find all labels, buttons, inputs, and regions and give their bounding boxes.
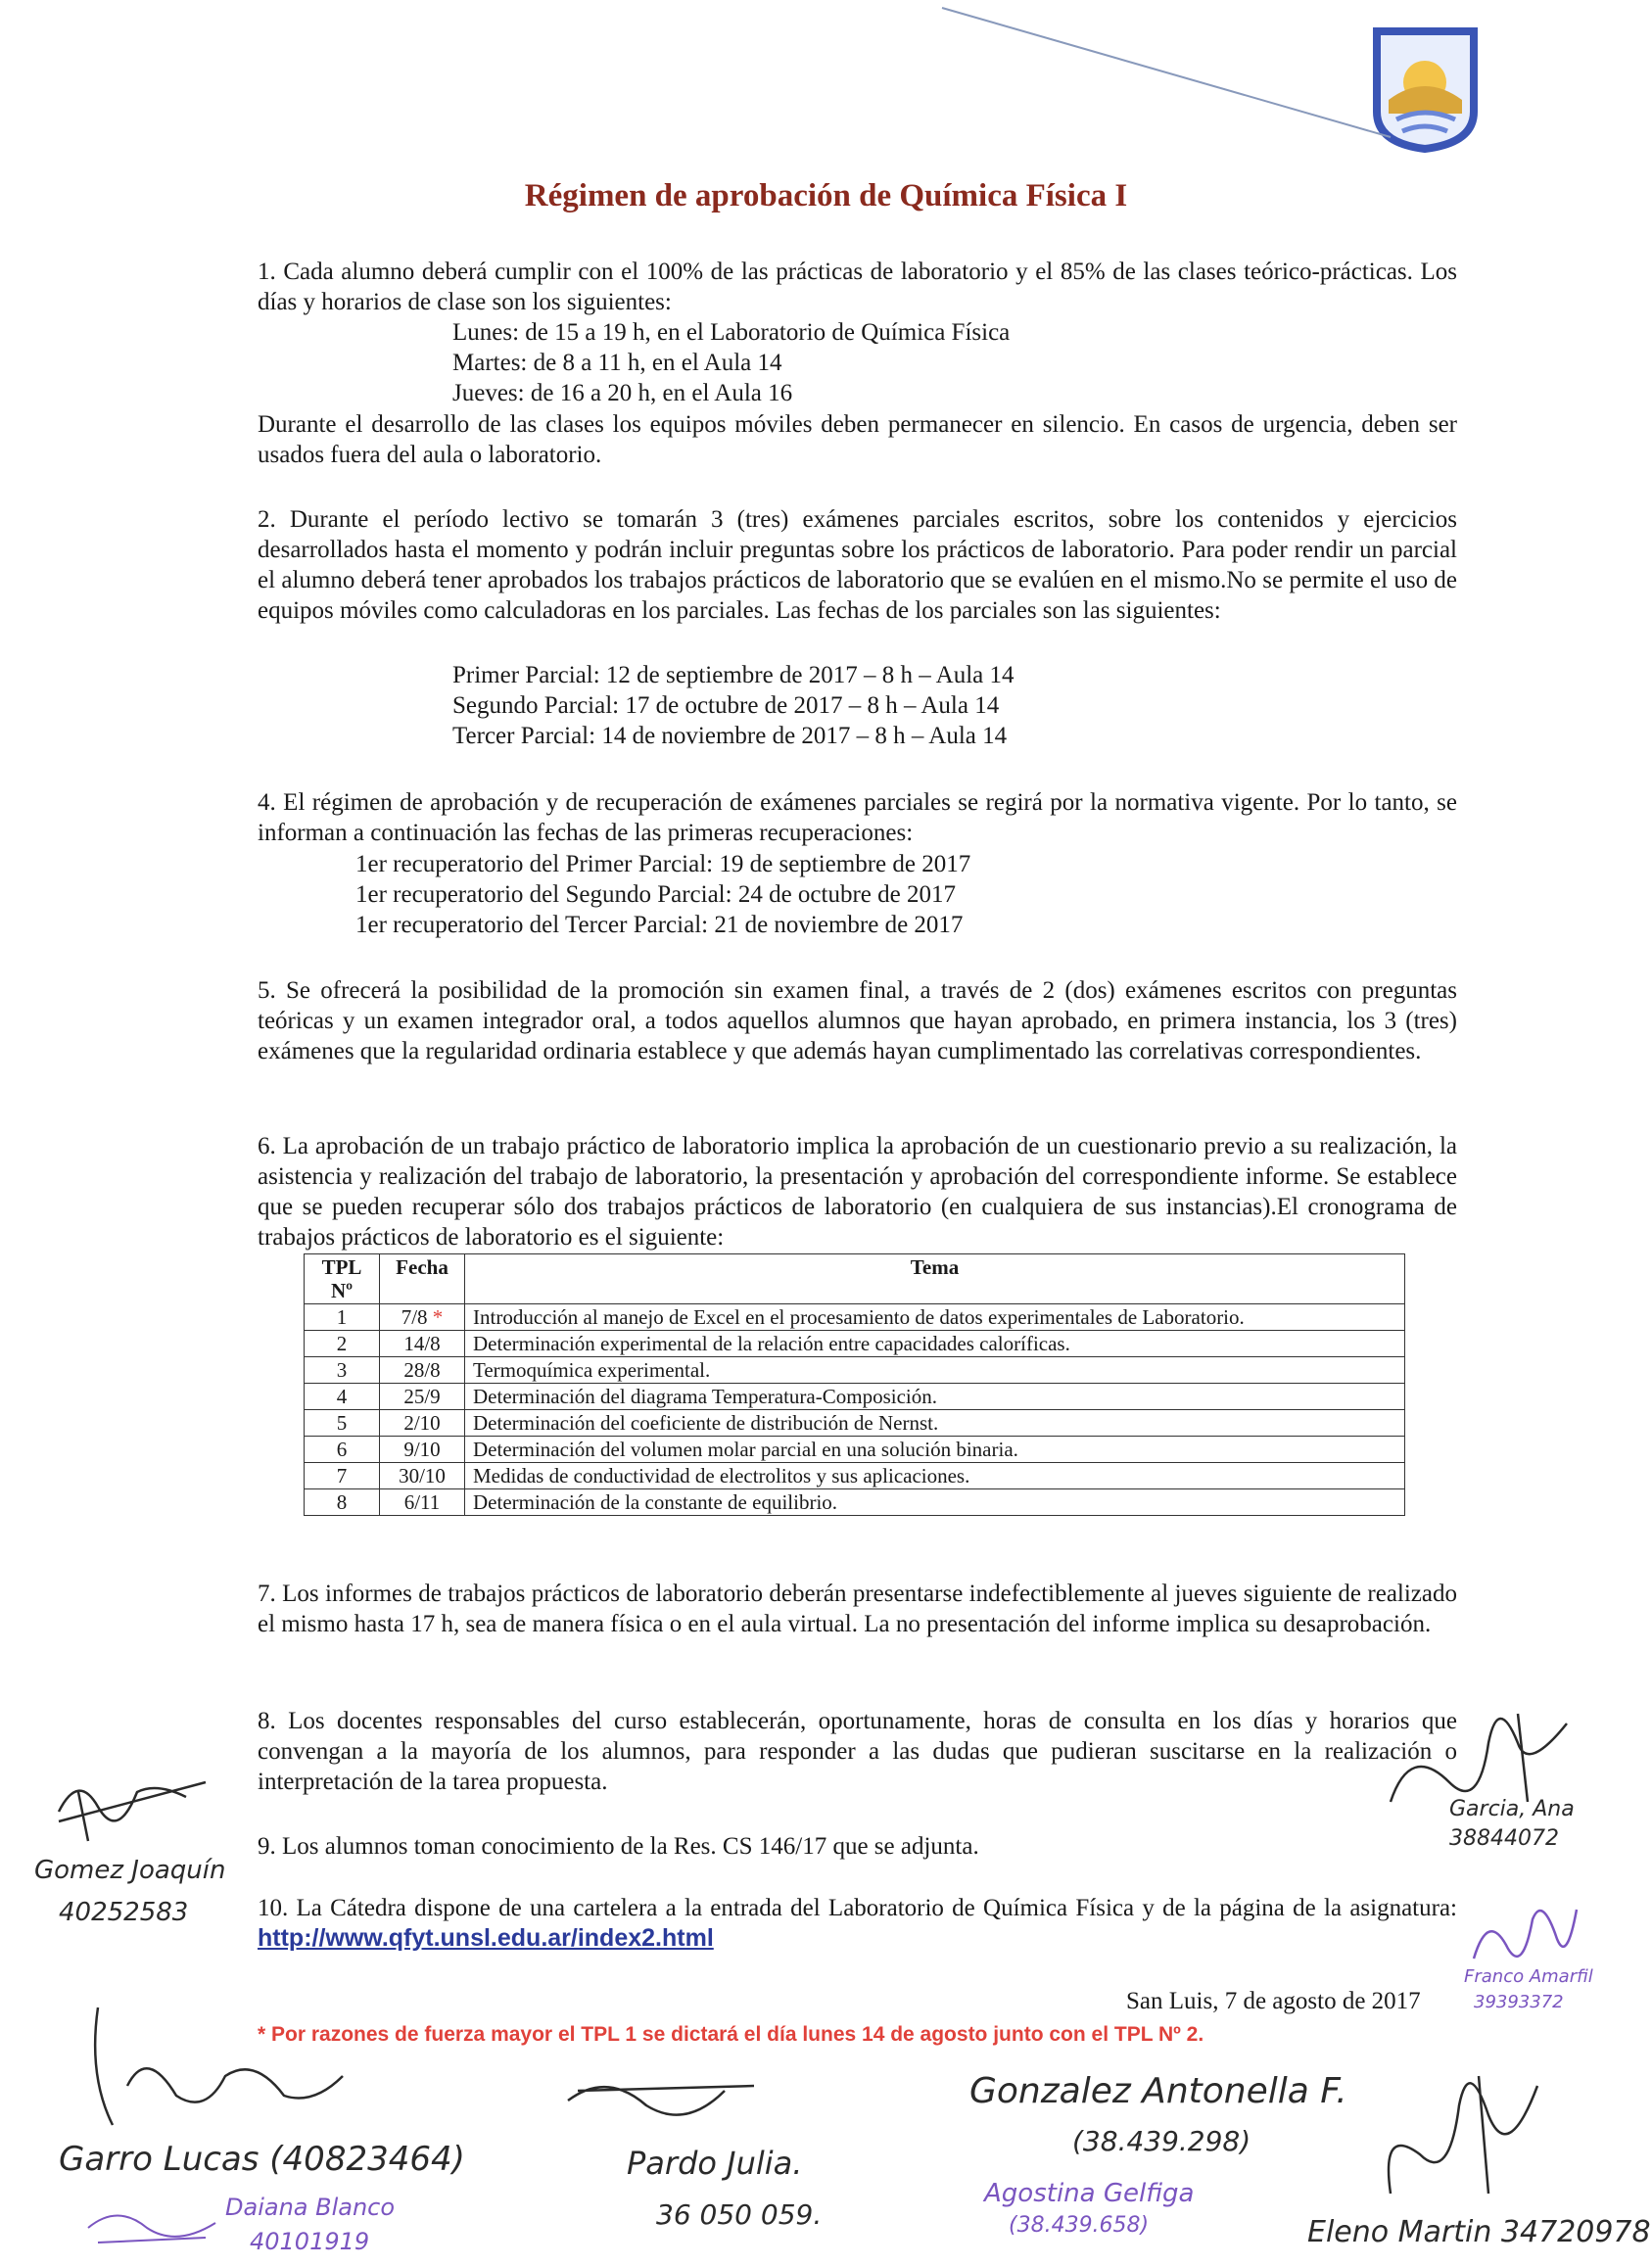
section-2: 2. Durante el período lectivo se tomarán 3 (tres) exámenes parciales escritos, sobre los contenidos y ejercicios desarrollados hasta el momento y podrán incluir preguntas sobre los prácticos de laboratorio. Para poder rendir un parcial el alumno deberá tener aprobados los trabajos prácticos de laboratorio que se evalúen en el mismo.No se permite el uso de equipos móviles como calculadoras en los parciales. Las fechas de los parciales son las siguientes: <box>258 506 1457 624</box>
signature-scribble <box>39 1753 215 1861</box>
header-topic: Tema <box>465 1254 1405 1304</box>
tpl-num: 7 <box>305 1463 380 1489</box>
tpl-date: 7/8 * <box>380 1304 465 1331</box>
handwritten-name: Daiana Blanco <box>225 2194 396 2221</box>
handwritten-name: Gonzalez Antonella F. <box>969 2071 1347 2111</box>
handwritten-name: Pardo Julia. <box>627 2145 803 2182</box>
table-row <box>305 1489 1405 1516</box>
table-row <box>305 1463 1405 1489</box>
recovery-date-2: 1er recuperatorio del Segundo Parcial: 24 de octubre de 2017 <box>355 881 956 908</box>
tpl-topic: Determinación del coeficiente de distribución de Nernst. <box>465 1410 1405 1437</box>
recovery-date-3: 1er recuperatorio del Tercer Parcial: 21 de noviembre de 2017 <box>355 912 964 938</box>
handwritten-id: (38.439.298) <box>1072 2125 1251 2157</box>
handwritten-id: 39393372 <box>1474 1992 1564 2012</box>
tpl-topic: Termoquímica experimental. <box>465 1357 1405 1384</box>
tpl-num: 8 <box>305 1489 380 1516</box>
tpl-topic: Introducción al manejo de Excel en el procesamiento de datos experimentales de Laboratorio. <box>465 1304 1405 1331</box>
signature-scribble <box>78 2198 225 2257</box>
tpl-date: 25/9 <box>380 1384 465 1410</box>
tpl-date: 9/10 <box>380 1437 465 1463</box>
recovery-date-1: 1er recuperatorio del Primer Parcial: 19 de septiembre de 2017 <box>355 851 971 877</box>
tpl-topic: Determinación de la constante de equilibrio. <box>465 1489 1405 1516</box>
page-title: Régimen de aprobación de Química Física I <box>524 178 1128 213</box>
section-1-tail: Durante el desarrollo de las clases los equipos móviles deben permanecer en silencio. En casos de urgencia, deben ser usados fuera del aula o laboratorio. <box>258 411 1457 468</box>
course-website-link[interactable]: http://www.qfyt.unsl.edu.ar/index2.html <box>258 1924 714 1952</box>
schedule-tuesday: Martes: de 8 a 11 h, en el Aula 14 <box>452 350 782 376</box>
lab-schedule-table <box>304 1253 1405 1516</box>
tpl-date: 14/8 <box>380 1331 465 1357</box>
tpl-num: 5 <box>305 1410 380 1437</box>
exam-date-1: Primer Parcial: 12 de septiembre de 2017 – 8 h – Aula 14 <box>452 662 1015 688</box>
header-tpl-num: TPL Nº <box>305 1254 380 1304</box>
table-row <box>305 1357 1405 1384</box>
exam-date-3: Tercer Parcial: 14 de noviembre de 2017 – 8 h – Aula 14 <box>452 723 1008 749</box>
exam-date-2: Segundo Parcial: 17 de octubre de 2017 – 8 h – Aula 14 <box>452 692 1000 719</box>
tpl-topic: Determinación del diagrama Temperatura-Composición. <box>465 1384 1405 1410</box>
schedule-thursday: Jueves: de 16 a 20 h, en el Aula 16 <box>452 380 793 406</box>
section-8: 8. Los docentes responsables del curso establecerán, oportunamente, horas de consulta en los días y horarios que convengan a la mayoría de los alumnos, para responder a las dudas que pudieran suscitarse en la realización o interpretación de la tarea propuesta. <box>258 1708 1457 1795</box>
handwritten-name: Garcia, Ana <box>1449 1797 1575 1821</box>
decorative-line <box>940 0 1400 147</box>
handwritten-id: 38844072 <box>1449 1826 1559 1851</box>
tpl-date: 28/8 <box>380 1357 465 1384</box>
handwritten-name: Franco Amarfil <box>1464 1966 1593 1987</box>
tpl-num: 4 <box>305 1384 380 1410</box>
tpl-num: 6 <box>305 1437 380 1463</box>
handwritten-name: Agostina Gelfiga <box>984 2179 1195 2208</box>
tpl-topic: Determinación experimental de la relación entre capacidades caloríficas. <box>465 1331 1405 1357</box>
schedule-monday: Lunes: de 15 a 19 h, en el Laboratorio de Química Física <box>452 319 1011 346</box>
signature-scribble <box>1361 2047 1557 2213</box>
section-5: 5. Se ofrecerá la posibilidad de la promoción sin examen final, a través de 2 (dos) exámenes escritos con preguntas teóricas y un examen integrador oral, a todos aquellos alumnos que hayan aprobado, en primera instancia, los 3 (tres) exámenes que la regularidad ordinaria establece y que además hayan cumplimentado las correlativas correspondientes. <box>258 977 1457 1064</box>
header-date: Fecha <box>380 1254 465 1304</box>
section-6: 6. La aprobación de un trabajo práctico de laboratorio implica la aprobación de un cuestionario previo a su realización, la asistencia y realización del trabajo de laboratorio, la presentación y aprobación del correspondiente informe. Se establece que se pueden recuperar sólo dos trabajos prácticos de laboratorio (en cualquiera de sus instancias).El cronograma de trabajos prácticos de laboratorio es el siguiente: <box>258 1133 1457 1251</box>
handwritten-name-id: Eleno Martin 34720978 <box>1307 2215 1651 2249</box>
handwritten-id: 40252583 <box>59 1898 189 1927</box>
table-row <box>305 1304 1405 1331</box>
section-10-text: 10. La Cátedra dispone de una cartelera a la entrada del Laboratorio de Química Física y de la página de la asignatura: <box>258 1895 1457 1921</box>
table-header-row <box>305 1254 1405 1304</box>
tpl-num: 2 <box>305 1331 380 1357</box>
tpl-num: 3 <box>305 1357 380 1384</box>
section-9: 9. Los alumnos toman conocimiento de la Res. CS 146/17 que se adjunta. <box>258 1833 979 1860</box>
table-row <box>305 1384 1405 1410</box>
tpl-date: 6/11 <box>380 1489 465 1516</box>
signature-scribble <box>558 2061 774 2130</box>
handwritten-id: 36 050 059. <box>656 2198 823 2231</box>
section-4: 4. El régimen de aprobación y de recuperación de exámenes parciales se regirá por la normativa vigente. Por lo tanto, se informan a continuación las fechas de las primeras recuperaciones: <box>258 789 1457 846</box>
table-row <box>305 1331 1405 1357</box>
tpl-date: 30/10 <box>380 1463 465 1489</box>
tpl-topic: Medidas de conductividad de electrolitos y sus aplicaciones. <box>465 1463 1405 1489</box>
signature-scribble <box>1459 1890 1586 1978</box>
asterisk-mark: * <box>432 1305 444 1329</box>
signature-scribble <box>59 1988 353 2145</box>
handwritten-id: 40101919 <box>250 2228 370 2255</box>
handwritten-id: (38.439.658) <box>1009 2213 1150 2238</box>
place-date: San Luis, 7 de agosto de 2017 <box>1126 1988 1421 2014</box>
table-row <box>305 1437 1405 1463</box>
handwritten-name-id: Garro Lucas (40823464) <box>59 2140 465 2179</box>
schedule-change-note: * Por razones de fuerza mayor el TPL 1 se dictará el día lunes 14 de agosto junto con el TPL Nº 2. <box>258 2023 1204 2046</box>
tpl-topic: Determinación del volumen molar parcial en una solución binaria. <box>465 1437 1405 1463</box>
table-row <box>305 1410 1405 1437</box>
tpl-num: 1 <box>305 1304 380 1331</box>
section-7: 7. Los informes de trabajos prácticos de laboratorio deberán presentarse indefectiblemente al jueves siguiente de realizado el mismo hasta 17 h, sea de manera física o en el aula virtual. La no presentación del informe implica su desaprobación. <box>258 1581 1457 1637</box>
tpl-date: 2/10 <box>380 1410 465 1437</box>
handwritten-name: Gomez Joaquín <box>34 1856 226 1885</box>
section-1: 1. Cada alumno deberá cumplir con el 100% de las prácticas de laboratorio y el 85% de las clases teórico-prácticas. Los días y horarios de clase son los siguientes: <box>258 259 1457 315</box>
section-10 <box>258 1893 1457 1954</box>
